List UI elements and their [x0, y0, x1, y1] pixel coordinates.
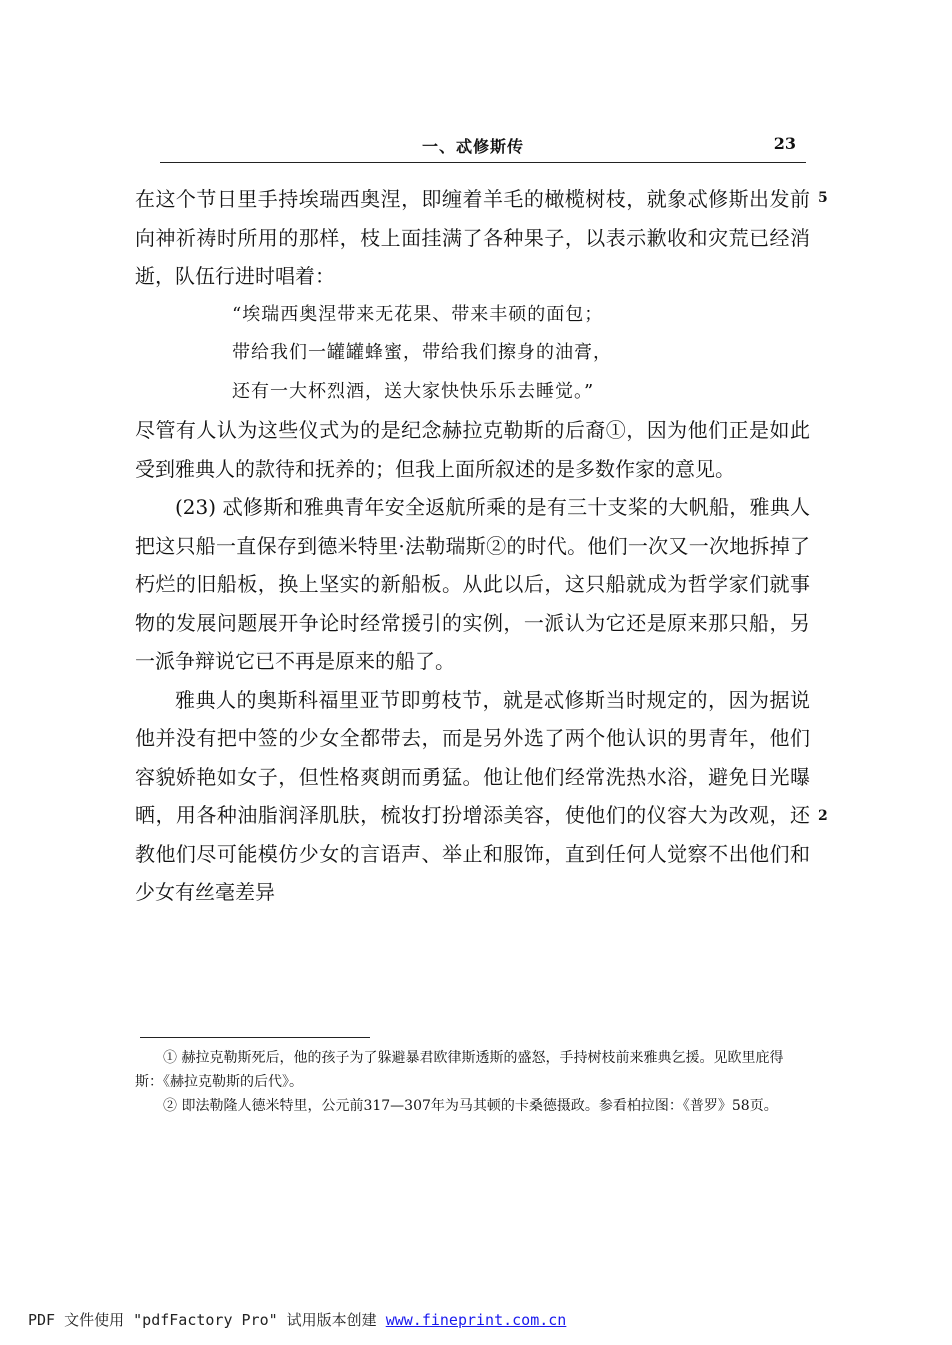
footnote: ② 即法勒隆人德米特里，公元前317—307年为马其顿的卡桑德摄政。参看柏拉图：《普罗》58页。 — [163, 1098, 778, 1114]
fineprint-link[interactable]: www.fineprint.com.cn — [385, 1311, 567, 1329]
body-text — [135, 180, 810, 912]
running-head — [160, 134, 806, 163]
paragraph: (23) 忒修斯和雅典青年安全返航所乘的是有三十支桨的大帆船，雅典人把这只船一直保存到德米特里·法勒瑞斯②的时代。他们一次又一次地拆掉了朽烂的旧船板，换上坚实的新船板。从此以后，这只船就成为哲学家们就事物的发展问题展开争论时经常援引的实例，一派认为它还是原来那只船，另一派争辩说它已不再是原来的船了。 — [135, 495, 810, 673]
margin-section-number: 5 — [818, 190, 828, 206]
poem-line: “埃瑞西奥涅带来无花果、带来丰硕的面包； — [232, 303, 604, 325]
footnote-divider — [140, 1037, 370, 1038]
paragraph: 尽管有人认为这些仪式为的是纪念赫拉克勒斯的后裔①，因为他们正是如此受到雅典人的款待和抚养的；但我上面所叙述的是多数作家的意见。 — [135, 418, 810, 481]
margin-section-number: 2 — [818, 808, 828, 824]
footnotes — [135, 1046, 807, 1118]
paragraph: 雅典人的奥斯科福里亚节即剪枝节，就是忒修斯当时规定的，因为据说他并没有把中签的少女全都带去，而是另外选了两个他认识的男青年，他们容貌娇艳如女子，但性格爽朗而勇猛。他让他们经常洗热水浴，避免日光曝晒，用各种油脂润泽肌肤，梳妆打扮增添美容，使他们的仪容大为改观，还教他们尽可能模仿少女的言语声、举止和服饰，直到任何人觉察不出他们和少女有丝毫差异 — [135, 687, 810, 904]
poem-line: 带给我们一罐罐蜂蜜，带给我们擦身的油膏， — [232, 342, 612, 363]
poem — [135, 296, 810, 412]
pdf-watermark-text: PDF 文件使用 "pdfFactory Pro" 试用版本创建 — [28, 1311, 386, 1329]
paragraph: 在这个节日里手持埃瑞西奥涅，即缠着羊毛的橄榄树枝，就象忒修斯出发前向神祈祷时所用的那样，枝上面挂满了各种果子，以表示歉收和灾荒已经消逝，队伍行进时唱着： — [135, 187, 810, 288]
page-number: 23 — [773, 134, 796, 153]
running-title: 一、忒修斯传 — [422, 137, 525, 156]
poem-line: 还有一大杯烈酒，送大家快快乐乐去睡觉。” — [232, 380, 595, 402]
footnote: ① 赫拉克勒斯死后，他的孩子为了躲避暴君欧律斯透斯的盛怒，手持树枝前来雅典乞援。见欧里庇得斯：《赫拉克勒斯的后代》。 — [135, 1050, 784, 1090]
pdf-watermark — [28, 1309, 566, 1330]
